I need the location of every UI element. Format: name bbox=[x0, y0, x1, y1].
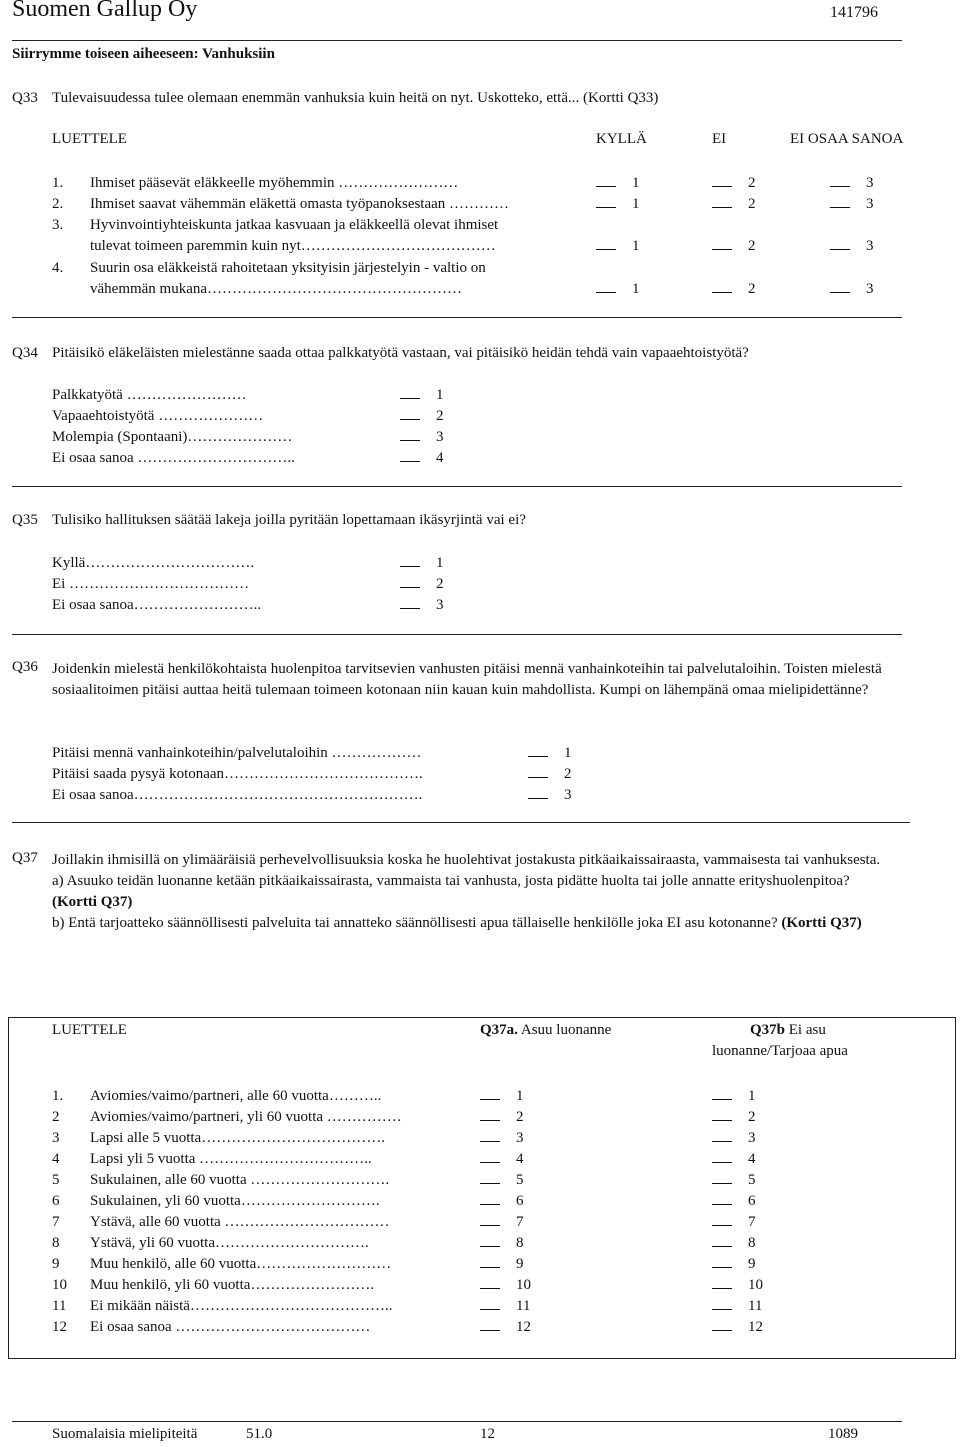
q35-text: Tulisiko hallituksen säätää lakeja joilla pyritään lopettamaan ikäsyrjintä vai ei? bbox=[52, 512, 526, 528]
answer-blank bbox=[712, 1276, 732, 1289]
q34-number: Q34 bbox=[12, 345, 38, 361]
q37-row-number: 9 bbox=[52, 1256, 60, 1272]
q37-row-label: Sukulainen, yli 60 vuotta………………………. bbox=[90, 1193, 380, 1209]
answer-blank bbox=[712, 1297, 732, 1310]
answer-blank bbox=[400, 596, 420, 609]
q37-row-number: 8 bbox=[52, 1235, 60, 1251]
q37-luettele: LUETTELE bbox=[52, 1022, 127, 1038]
answer-code: 4 bbox=[436, 450, 444, 466]
q36-option-label: Pitäisi saada pysyä kotonaan…………………………………. bbox=[52, 766, 423, 782]
answer-code: 3 bbox=[516, 1130, 524, 1146]
answer-blank bbox=[480, 1129, 500, 1142]
q37b-answer bbox=[712, 1149, 756, 1170]
q33-text: Tulevaisuudessa tulee olemaan enemmän vanhuksia kuin heitä on nyt. Uskotteko, että... (Kortti Q33) bbox=[52, 90, 659, 106]
q37b-answer bbox=[712, 1170, 756, 1191]
answer-blank bbox=[596, 280, 616, 293]
q37b-header-code: Q37b bbox=[750, 1022, 786, 1038]
q37-row-label: Muu henkilö, alle 60 vuotta……………………… bbox=[90, 1256, 392, 1272]
answer-blank bbox=[596, 237, 616, 250]
answer-code: 1 bbox=[632, 175, 640, 191]
q33-answer-option bbox=[712, 279, 756, 300]
q34-option-code bbox=[400, 406, 444, 427]
q36-option-label: Ei osaa sanoa…………………………………………………. bbox=[52, 787, 423, 803]
footer-divider bbox=[12, 1421, 902, 1422]
answer-code: 3 bbox=[436, 597, 444, 613]
answer-blank bbox=[712, 174, 732, 187]
answer-code: 5 bbox=[516, 1172, 524, 1188]
answer-blank bbox=[712, 1192, 732, 1205]
answer-code: 10 bbox=[516, 1277, 531, 1293]
q34-option-code bbox=[400, 427, 444, 448]
q37b-header-line2: luonanne/Tarjoaa apua bbox=[712, 1043, 848, 1059]
answer-code: 8 bbox=[748, 1235, 756, 1251]
answer-code: 12 bbox=[516, 1319, 531, 1335]
answer-blank bbox=[712, 237, 732, 250]
answer-blank bbox=[712, 1213, 732, 1226]
q37-number: Q37 bbox=[12, 850, 38, 866]
answer-code: 6 bbox=[516, 1193, 524, 1209]
q35-option-label: Ei ……………………………… bbox=[52, 576, 250, 592]
answer-code: 11 bbox=[748, 1298, 763, 1314]
divider bbox=[12, 317, 902, 318]
document-code: 141796 bbox=[830, 4, 878, 21]
q37b-answer bbox=[712, 1296, 762, 1317]
answer-code: 12 bbox=[748, 1319, 763, 1335]
q35-option-code bbox=[400, 595, 444, 616]
q33-col-yes: KYLLÄ bbox=[596, 131, 647, 147]
divider bbox=[12, 40, 902, 41]
answer-blank bbox=[712, 1150, 732, 1163]
q33-number: Q33 bbox=[12, 90, 38, 106]
q37b-answer bbox=[712, 1212, 756, 1233]
q37b-answer bbox=[712, 1128, 756, 1149]
answer-code: 3 bbox=[866, 196, 874, 212]
footer-number: 1089 bbox=[828, 1426, 858, 1442]
q37b-answer bbox=[712, 1275, 763, 1296]
answer-blank bbox=[480, 1234, 500, 1247]
q33-item-label-cont: tulevat toimeen paremmin kuin nyt………………………………… bbox=[90, 238, 496, 254]
answer-blank bbox=[830, 237, 850, 250]
q37b-answer bbox=[712, 1233, 756, 1254]
q37b-card: (Kortti Q37) bbox=[781, 915, 862, 931]
q37b-answer bbox=[712, 1107, 756, 1128]
answer-code: 1 bbox=[516, 1088, 524, 1104]
q37-row-label: Ystävä, alle 60 vuotta …………………………… bbox=[90, 1214, 390, 1230]
answer-blank bbox=[480, 1255, 500, 1268]
answer-code: 1 bbox=[632, 196, 640, 212]
q33-answer-option bbox=[712, 194, 756, 215]
answer-blank bbox=[400, 386, 420, 399]
answer-code: 1 bbox=[564, 745, 572, 761]
q37-row-number: 6 bbox=[52, 1193, 60, 1209]
answer-code: 9 bbox=[748, 1256, 756, 1272]
q33-answer-option bbox=[830, 194, 874, 215]
answer-blank bbox=[830, 195, 850, 208]
answer-blank bbox=[480, 1150, 500, 1163]
answer-blank bbox=[480, 1171, 500, 1184]
q33-item-label: Ihmiset pääsevät eläkkeelle myöhemmin …………………… bbox=[90, 175, 459, 191]
answer-code: 3 bbox=[748, 1130, 756, 1146]
q37b-answer bbox=[712, 1191, 756, 1212]
q37b-header-text: Ei asu bbox=[788, 1022, 826, 1038]
q35-option-label: Kyllä……………………………. bbox=[52, 555, 255, 571]
q37a-answer bbox=[480, 1149, 524, 1170]
answer-blank bbox=[480, 1297, 500, 1310]
answer-blank bbox=[480, 1318, 500, 1331]
answer-blank bbox=[712, 280, 732, 293]
answer-code: 3 bbox=[866, 175, 874, 191]
q37a-answer bbox=[480, 1296, 530, 1317]
q34-text: Pitäisikö eläkeläisten mielestänne saada ottaa palkkatyötä vastaan, vai pitäisikö heidän tehdä vain vapaaehtoistyötä? bbox=[52, 345, 749, 361]
q37a-header-text: Asuu luonanne bbox=[520, 1022, 612, 1038]
answer-code: 3 bbox=[436, 429, 444, 445]
q37-row-label: Muu henkilö, yli 60 vuotta……………………. bbox=[90, 1277, 375, 1293]
answer-blank bbox=[400, 428, 420, 441]
answer-blank bbox=[400, 407, 420, 420]
q37a-header-code: Q37a. bbox=[480, 1022, 518, 1038]
q37-row-number: 11 bbox=[52, 1298, 67, 1314]
answer-blank bbox=[712, 1087, 732, 1100]
q37-row-number: 2 bbox=[52, 1109, 60, 1125]
q37a-text: a) Asuuko teidän luonanne ketään pitkäaikaissairasta, vammaista tai vanhusta, josta pidätte huolta tai jolle annatte erityshuolenpitoa? bbox=[52, 873, 850, 889]
answer-blank bbox=[480, 1108, 500, 1121]
q36-option-code bbox=[528, 785, 572, 806]
q37b-answer bbox=[712, 1254, 756, 1275]
answer-code: 1 bbox=[436, 555, 444, 571]
q33-answer-option bbox=[712, 173, 756, 194]
q34-option-label: Palkkatyötä …………………… bbox=[52, 387, 247, 403]
answer-code: 10 bbox=[748, 1277, 763, 1293]
q36-text: Joidenkin mielestä henkilökohtaista huolenpitoa tarvitsevien vanhusten pitäisi mennä vanhainkoteihin tai palvelutaloihin. Toisten mielestä sosiaalitoimen pitäisi auttaa heitä tulemaan toimeen kotonaan niin kauan kuin mahdollista. Kumpi on lähempänä omaa mielipidettänne? bbox=[52, 661, 882, 698]
answer-blank bbox=[400, 554, 420, 567]
answer-code: 3 bbox=[866, 281, 874, 297]
q33-item-number: 2. bbox=[52, 196, 64, 212]
answer-blank bbox=[712, 1318, 732, 1331]
answer-code: 1 bbox=[748, 1088, 756, 1104]
answer-code: 2 bbox=[564, 766, 572, 782]
answer-blank bbox=[480, 1087, 500, 1100]
q37a-answer bbox=[480, 1191, 524, 1212]
q37-row-number: 5 bbox=[52, 1172, 60, 1188]
q37-row-number: 12 bbox=[52, 1319, 67, 1335]
answer-code: 6 bbox=[748, 1193, 756, 1209]
q34-option-code bbox=[400, 385, 444, 406]
q33-col-dk: EI OSAA SANOA bbox=[790, 131, 904, 147]
q34-option-label: Molempia (Spontaani)………………… bbox=[52, 429, 293, 445]
q33-answer-option bbox=[596, 236, 640, 257]
q37b-text: b) Entä tarjoatteko säännöllisesti palveluita tai annatteko säännöllisesti apua tällaiselle henkilölle joka EI asu kotonanne? bbox=[52, 915, 778, 931]
answer-code: 8 bbox=[516, 1235, 524, 1251]
q37a-answer bbox=[480, 1107, 524, 1128]
q33-luettele: LUETTELE bbox=[52, 131, 127, 147]
q37-intro: Joillakin ihmisillä on ylimääräisiä perhevelvollisuuksia koska he huolehtivat jostakusta pitkäaikaissairaasta, vammaisesta tai vanhuksesta. bbox=[52, 852, 881, 868]
answer-blank bbox=[400, 449, 420, 462]
q37a-answer bbox=[480, 1128, 524, 1149]
answer-code: 2 bbox=[516, 1109, 524, 1125]
q37a-answer bbox=[480, 1212, 524, 1233]
q33-answer-option bbox=[596, 194, 640, 215]
q35-option-code bbox=[400, 574, 444, 595]
q34-option-label: Ei osaa sanoa ………………………….. bbox=[52, 450, 295, 466]
answer-code: 2 bbox=[748, 1109, 756, 1125]
q37-row-label: Sukulainen, alle 60 vuotta ………………………. bbox=[90, 1172, 390, 1188]
answer-blank bbox=[712, 1255, 732, 1268]
q33-answer-option bbox=[830, 279, 874, 300]
q36-option-code bbox=[528, 764, 572, 785]
divider bbox=[12, 486, 902, 487]
q37a-answer bbox=[480, 1170, 524, 1191]
answer-code: 2 bbox=[748, 238, 756, 254]
q33-answer-option bbox=[712, 236, 756, 257]
q37-row-label: Aviomies/vaimo/partneri, yli 60 vuotta …………… bbox=[90, 1109, 402, 1125]
q37a-answer bbox=[480, 1254, 524, 1275]
answer-blank bbox=[596, 174, 616, 187]
answer-code: 2 bbox=[436, 576, 444, 592]
q37a-card: (Kortti Q37) bbox=[52, 894, 133, 910]
answer-code: 9 bbox=[516, 1256, 524, 1272]
answer-blank bbox=[480, 1276, 500, 1289]
answer-blank bbox=[830, 174, 850, 187]
q33-answer-option bbox=[830, 236, 874, 257]
answer-blank bbox=[528, 744, 548, 757]
q36-option-code bbox=[528, 743, 572, 764]
q37-row-number: 4 bbox=[52, 1151, 60, 1167]
answer-code: 2 bbox=[436, 408, 444, 424]
answer-code: 1 bbox=[632, 238, 640, 254]
q33-item-number: 4. bbox=[52, 260, 64, 276]
answer-code: 2 bbox=[748, 175, 756, 191]
answer-code: 7 bbox=[748, 1214, 756, 1230]
q33-item-label: Ihmiset saavat vähemmän eläkettä omasta työpanoksestaan ………… bbox=[90, 196, 510, 212]
answer-blank bbox=[528, 786, 548, 799]
company-name: Suomen Gallup Oy bbox=[12, 0, 198, 22]
answer-blank bbox=[712, 1108, 732, 1121]
answer-blank bbox=[480, 1213, 500, 1226]
answer-code: 2 bbox=[748, 196, 756, 212]
q37a-header bbox=[480, 1022, 611, 1039]
q37a-answer bbox=[480, 1233, 524, 1254]
q34-option-label: Vapaaehtoistyötä ………………… bbox=[52, 408, 264, 424]
q37-row-number: 3 bbox=[52, 1130, 60, 1146]
q37-row-number: 10 bbox=[52, 1277, 67, 1293]
divider bbox=[12, 822, 910, 823]
q33-item-label: Hyvinvointiyhteiskunta jatkaa kasvuaan ja eläkkeellä olevat ihmiset bbox=[90, 217, 499, 233]
q37a-answer bbox=[480, 1086, 524, 1107]
q36-option-label: Pitäisi mennä vanhainkoteihin/palvelutaloihin ……………… bbox=[52, 745, 422, 761]
answer-blank bbox=[596, 195, 616, 208]
q37-row-label: Ystävä, yli 60 vuotta…………………………. bbox=[90, 1235, 369, 1251]
q37-text bbox=[52, 850, 882, 934]
section-title: Siirrymme toiseen aiheeseen: Vanhuksiin bbox=[12, 46, 275, 62]
q37a-answer bbox=[480, 1275, 531, 1296]
q37a-answer bbox=[480, 1317, 531, 1338]
q33-item-label-cont: vähemmän mukana…………………………………………… bbox=[90, 281, 463, 297]
q35-option-code bbox=[400, 553, 444, 574]
answer-blank bbox=[528, 765, 548, 778]
q35-number: Q35 bbox=[12, 512, 38, 528]
q37-row-label: Ei mikään näistä………………………………….. bbox=[90, 1298, 393, 1314]
q33-col-no: EI bbox=[712, 131, 727, 147]
q37b-answer bbox=[712, 1086, 756, 1107]
answer-blank bbox=[712, 1129, 732, 1142]
q33-answer-option bbox=[596, 173, 640, 194]
answer-code: 11 bbox=[516, 1298, 531, 1314]
answer-code: 1 bbox=[436, 387, 444, 403]
q34-option-code bbox=[400, 448, 444, 469]
answer-blank bbox=[830, 280, 850, 293]
answer-blank bbox=[712, 1234, 732, 1247]
footer-page: 12 bbox=[480, 1426, 495, 1442]
q37-row-label: Ei osaa sanoa ………………………………… bbox=[90, 1319, 371, 1335]
answer-code: 3 bbox=[564, 787, 572, 803]
divider bbox=[12, 634, 902, 635]
q37-row-label: Lapsi yli 5 vuotta …………………………….. bbox=[90, 1151, 372, 1167]
q35-option-label: Ei osaa sanoa…………………….. bbox=[52, 597, 262, 613]
answer-code: 7 bbox=[516, 1214, 524, 1230]
footer-version: 51.0 bbox=[246, 1426, 273, 1442]
answer-code: 5 bbox=[748, 1172, 756, 1188]
answer-blank bbox=[480, 1192, 500, 1205]
q37-row-number: 7 bbox=[52, 1214, 60, 1230]
q33-item-number: 1. bbox=[52, 175, 64, 191]
answer-code: 2 bbox=[748, 281, 756, 297]
q37-row-number: 1. bbox=[52, 1088, 64, 1104]
q33-answer-option bbox=[596, 279, 640, 300]
q33-item-number: 3. bbox=[52, 217, 64, 233]
q33-item-label: Suurin osa eläkkeistä rahoitetaan yksityisin järjestelyin - valtio on bbox=[90, 260, 486, 276]
answer-code: 3 bbox=[866, 238, 874, 254]
answer-blank bbox=[712, 1171, 732, 1184]
answer-blank bbox=[400, 575, 420, 588]
q37-row-label: Lapsi alle 5 vuotta………………………………. bbox=[90, 1130, 385, 1146]
q36-number: Q36 bbox=[12, 659, 38, 675]
answer-code: 1 bbox=[632, 281, 640, 297]
answer-blank bbox=[712, 195, 732, 208]
q37-row-label: Aviomies/vaimo/partneri, alle 60 vuotta……….. bbox=[90, 1088, 382, 1104]
footer-title: Suomalaisia mielipiteitä bbox=[52, 1426, 198, 1442]
answer-code: 4 bbox=[516, 1151, 524, 1167]
q37b-header bbox=[750, 1022, 826, 1039]
answer-code: 4 bbox=[748, 1151, 756, 1167]
q33-answer-option bbox=[830, 173, 874, 194]
q37b-answer bbox=[712, 1317, 763, 1338]
